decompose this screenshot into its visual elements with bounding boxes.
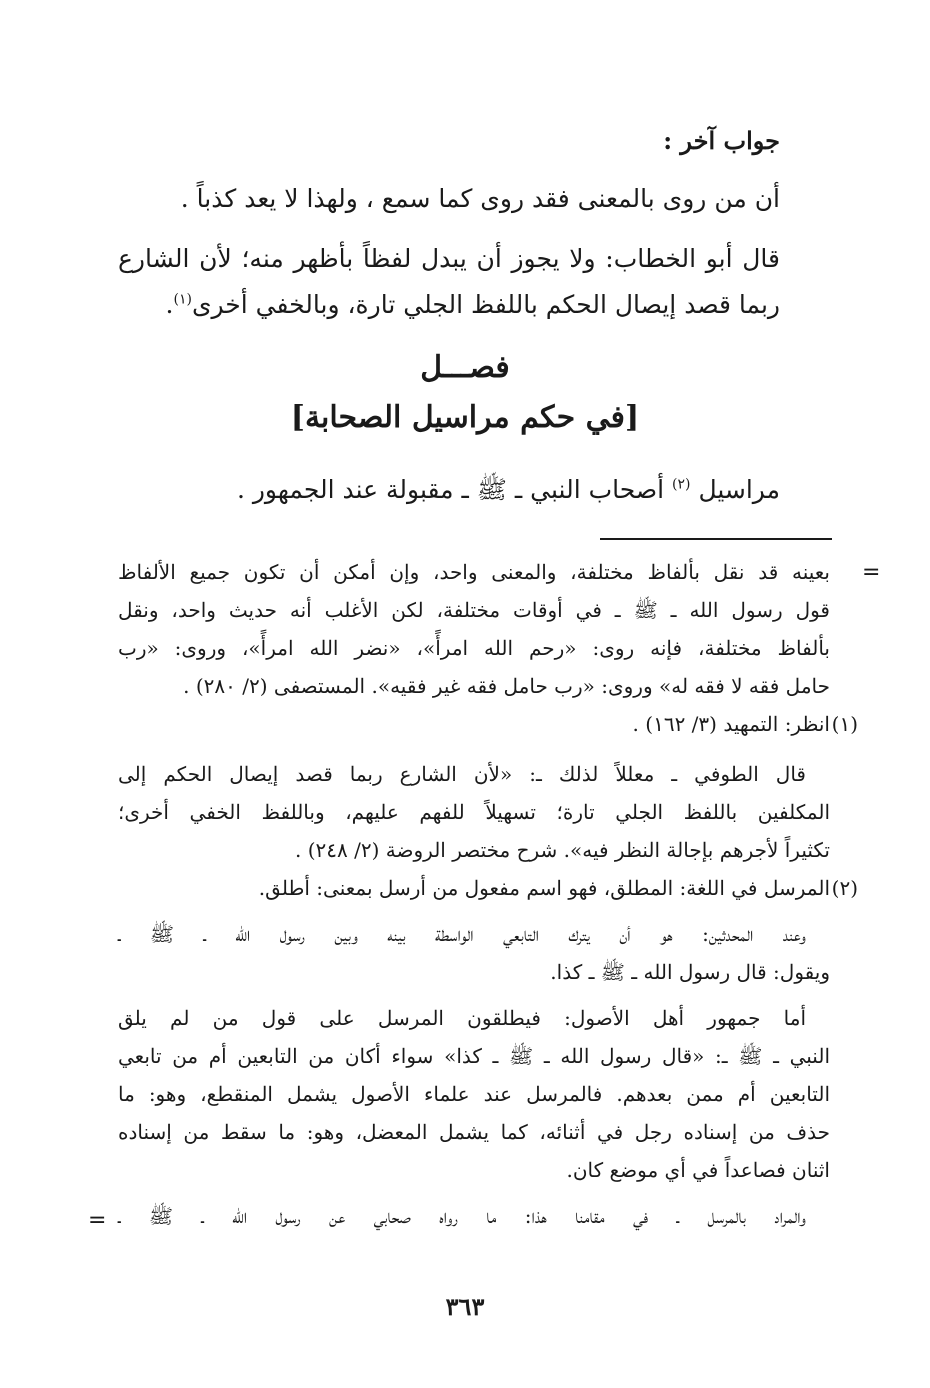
footnote-2-line-3: ويقول: قال رسول الله ـ ﷺ ـ كذا.: [550, 960, 830, 984]
section-title: فصـــل: [420, 350, 510, 385]
footnote-cont-line-2: قول رسول الله ـ ﷺ ـ في أوقات مختلفة، لكن الأغلب أنه حديث واحد، ونقل: [118, 598, 830, 622]
footnote-cont-line-3: بألفاظ مختلفة، فإنه روى: «رحم الله امرأً»، «نضر الله امرأً»، وروى: «رب: [118, 636, 830, 660]
footnote-2-line-9: والمراد بالمرسل ـ في مقامنا هذا: ما رواه صحابي عن رسول الله ـ ﷺ ـ: [118, 1204, 806, 1228]
answer-heading: جواب آخر :: [663, 126, 780, 155]
continuation-mark-bottom: =: [88, 1208, 107, 1233]
footnote-separator: [600, 538, 832, 540]
mursal-before: مراسيل: [698, 475, 780, 504]
footnote-1-line-2: قال الطوفي ـ معللاً لذلك ـ: «لأن الشارع ربما قصد إيصال الحكم إلى: [118, 762, 806, 786]
footnote-1-line-3: المكلفين باللفظ الجلي تارة؛ تسهيلاً للفهم عليهم، وباللفظ الخفي أخرى؛: [118, 800, 830, 824]
footnote-ref-1: (١): [173, 291, 192, 308]
section-subtitle: [في حكم مراسيل الصحابة]: [290, 400, 640, 435]
main-line-3-text: ربما قصد إيصال الحكم باللفظ الجلي تارة، وبالخفي أخرى: [191, 290, 780, 319]
main-line-2: قال أبو الخطاب: ولا يجوز أن يبدل لفظاً بأظهر منه؛ لأن الشارع: [118, 244, 780, 273]
footnote-1-line-4: تكثيراً لأجرهم بإجالة النظر فيه». شرح مختصر الروضة (٢/ ٢٤٨) .: [295, 838, 830, 862]
footnote-2-line-1: المرسل في اللغة: المطلق، فهو اسم مفعول من أرسل بمعنى: أطلق.: [258, 876, 830, 900]
footnote-2-line-2: وعند المحدثين: هو أن يترك التابعي الواسطة بينه وبين رسول الله ـ ﷺ ـ: [118, 922, 806, 946]
main-line-1: أن من روى بالمعنى فقد روى كما سمع ، ولهذا لا يعد كذباً .: [180, 184, 780, 213]
footnote-2-line-5: النبي ـ ﷺ ـ: «قال رسول الله ـ ﷺ ـ كذا» سواء أكان من التابعين أم من تابعي: [118, 1044, 830, 1068]
footnote-2-line-7: حذف من إسناده رجل في أثنائه، كما يشمل المعضل، وهو: ما سقط من إسناده: [118, 1120, 830, 1144]
footnote-1-line-1: انظر: التمهيد (٣/ ١٦٢) .: [632, 712, 830, 736]
main-line-3: [118, 290, 780, 319]
footnote-2-line-6: التابعين أم ممن بعدهم. فالمرسل عند علماء الأصول يشمل المنقطع، وهو: ما: [118, 1082, 830, 1106]
page-number: ٣٦٣: [445, 1292, 485, 1321]
footnote-cont-line-4: حامل فقه لا فقه له» وروى: «رب حامل فقه غير فقيه». المستصفى (٢/ ٢٨٠) .: [183, 674, 830, 698]
footnote-2-line-4: أما جمهور أهل الأصول: فيطلقون المرسل على قول من لم يلق: [118, 1006, 806, 1030]
continuation-mark-top: =: [862, 560, 881, 585]
footnote-ref-2: (٢): [672, 476, 691, 493]
mursal-after: أصحاب النبي ـ ﷺ ـ مقبولة عند الجمهور .: [236, 475, 665, 504]
main-line-3-end: .: [165, 290, 174, 319]
footnote-2-line-8: اثنان فصاعداً في أي موضع كان.: [566, 1158, 830, 1182]
footnote-2-number: (٢): [831, 876, 858, 900]
footnote-1-number: (١): [831, 712, 858, 736]
footnote-cont-line-1: بعينه قد نقل بألفاظ مختلفة، والمعنى واحد، وإن أمكن أن تكون جميع الألفاظ: [118, 560, 830, 584]
mursal-paragraph: [118, 474, 780, 511]
